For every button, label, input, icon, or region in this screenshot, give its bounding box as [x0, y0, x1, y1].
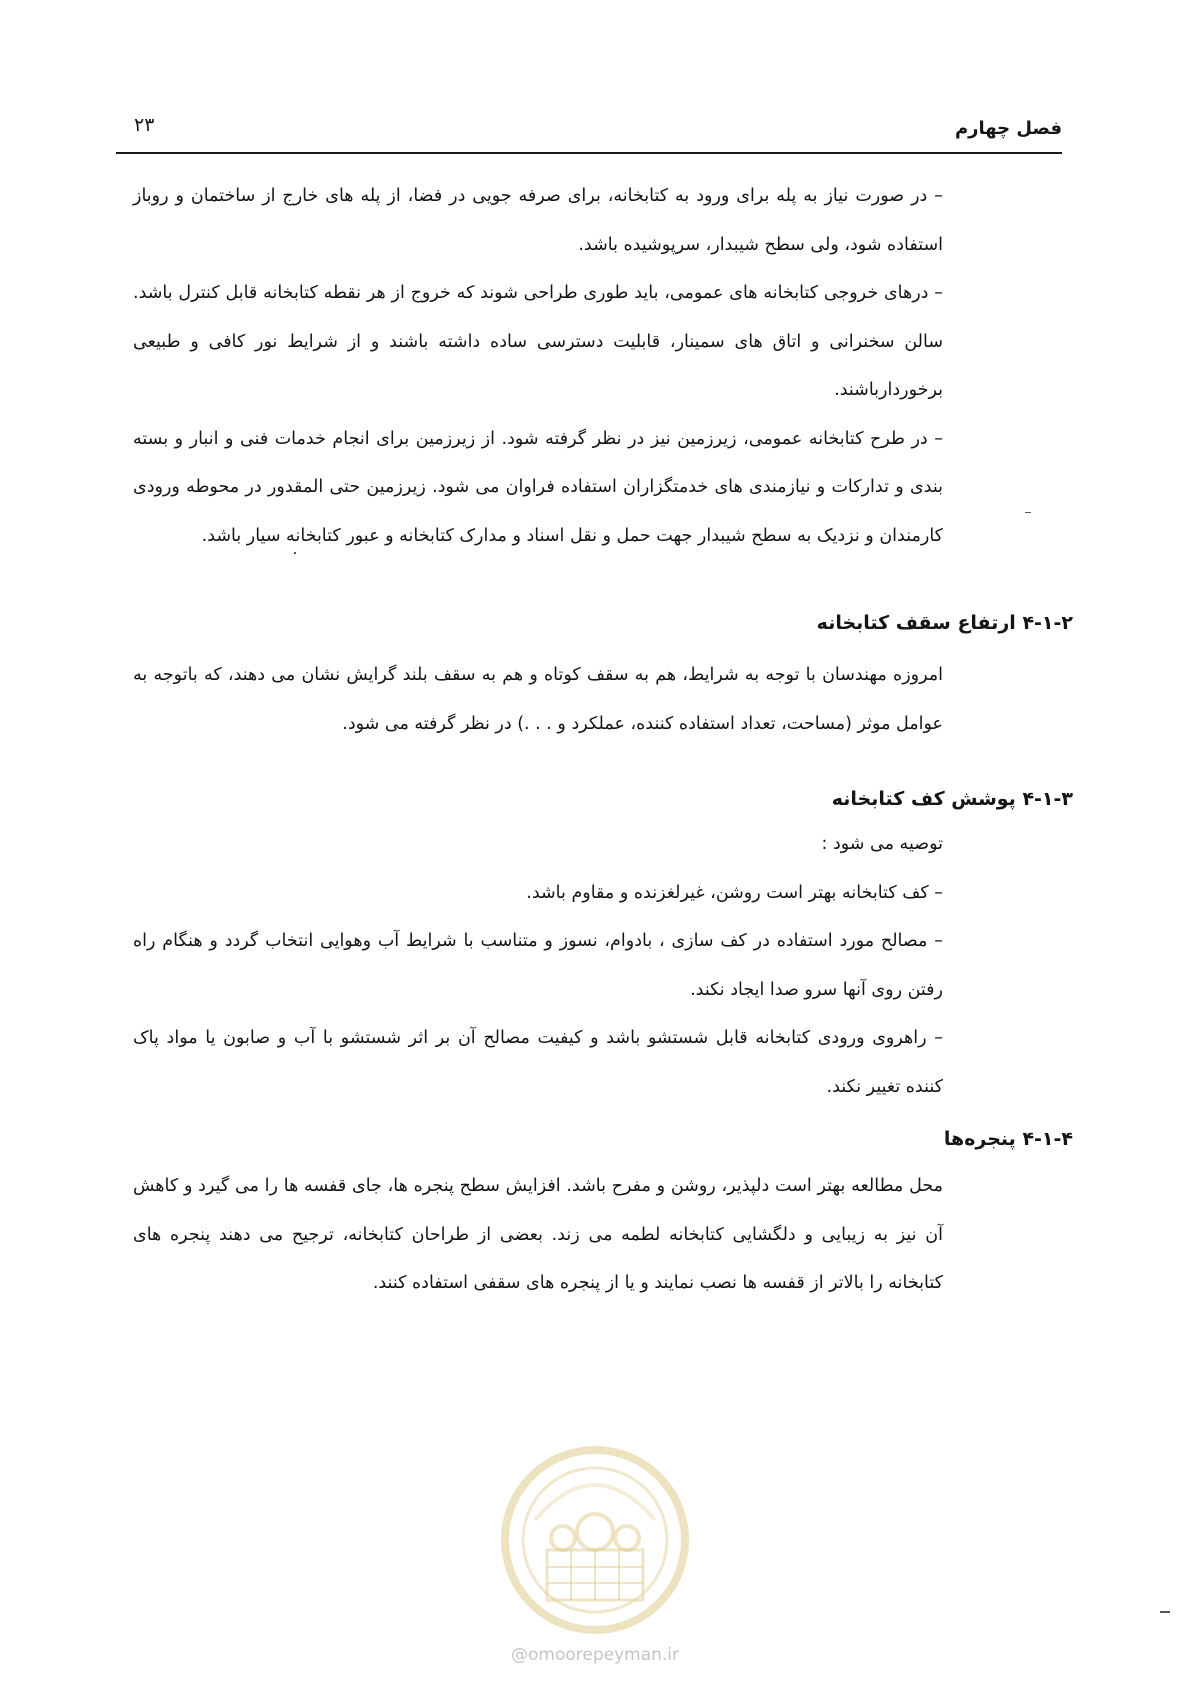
- paragraph: – در طرح کتابخانه عمومی، زیرزمین نیز در نظر گرفته شود. از زیرزمین برای انجام خدمات فنی و انبار و بسته بندی و تدارکات و نیازمندی های خدمتگزاران استفاده فراوان می شود. زیرزمین حتی المقدور در محوطه ورودی کارمندان و نزدیک به سطح شیبدار جهت حمل و نقل اسناد و مدارک کتابخانه و عبور کتابخانه سیار باشد.: [133, 428, 943, 546]
- section-heading: ۴-۱-۴ پنجره‌ها: [943, 1128, 1073, 1150]
- watermark-url: @omoorepeyman.ir: [510, 1645, 680, 1665]
- section-body: [133, 651, 943, 748]
- scan-speck: [1025, 512, 1031, 513]
- intro-section: [133, 172, 943, 560]
- watermark-logo: [495, 1440, 695, 1640]
- section-heading: ۴-۱-۳ پوشش کف کتابخانه: [831, 788, 1073, 810]
- chapter-title: فصل چهارم: [954, 118, 1062, 139]
- paragraph: – کف کتابخانه بهتر است روشن، غیرلغزنده و مقاوم باشد.: [526, 882, 943, 903]
- paragraph: – مصالح مورد استفاده در کف سازی ، بادوام، نسوز و متناسب با شرایط آب وهوایی انتخاب گردد و هنگام راه رفتن روی آنها سرو صدا ایجاد نکند.: [133, 931, 943, 1000]
- scan-speck: [1160, 1611, 1170, 1613]
- page-number: ۲۳: [134, 114, 155, 136]
- paragraph: – درهای خروجی کتابخانه های عمومی، باید طوری طراحی شوند که خروج از هر نقطه کتابخانه قابل کنترل باشد. سالن سخنرانی و اتاق های سمینار، قابلیت دسترسی ساده داشته باشند و از شرایط نور کافی و طبیعی برخوردارباشند.: [133, 283, 943, 400]
- section-heading: ۴-۱-۲ ارتفاع سقف کتابخانه: [816, 612, 1073, 634]
- paragraph: محل مطالعه بهتر است دلپذیر، روشن و مفرح باشد. افزایش سطح پنجره ها، جای قفسه ها را می گیرد و کاهش آن نیز به زیبایی و دلگشایی کتابخانه لطمه می زند. بعضی از طراحان کتابخانه، ترجیح می دهند پنجره های کتابخانه را بالاتر از قفسه ها نصب نمایند و یا از پنجره های سقفی استفاده کنند.: [133, 1176, 943, 1293]
- paragraph: – در صورت نیاز به پله برای ورود به کتابخانه، برای صرفه جویی در فضا، از پله های خارج از ساختمان و روباز استفاده شود، ولی سطح شیبدار، سرپوشیده باشد.: [133, 186, 943, 255]
- scan-speck: [294, 552, 296, 554]
- paragraph: توصیه می شود :: [821, 834, 943, 854]
- paragraph: امروزه مهندسان با توجه به شرایط، هم به سقف کوتاه و هم به سقف بلند گرایش نشان می دهند، که باتوجه به عوامل موثر (مساحت، تعداد استفاده کننده، عملکرد و . . .) در نظر گرفته می شود.: [133, 665, 943, 734]
- section-body: [133, 820, 943, 1111]
- section-body: [133, 1162, 943, 1308]
- paragraph: – راهروی ورودی کتابخانه قابل شستشو باشد و کیفیت مصالح آن بر اثر شستشو با آب و صابون یا مواد پاک کننده تغییر نکند.: [133, 1028, 943, 1097]
- page-header: [116, 110, 1062, 154]
